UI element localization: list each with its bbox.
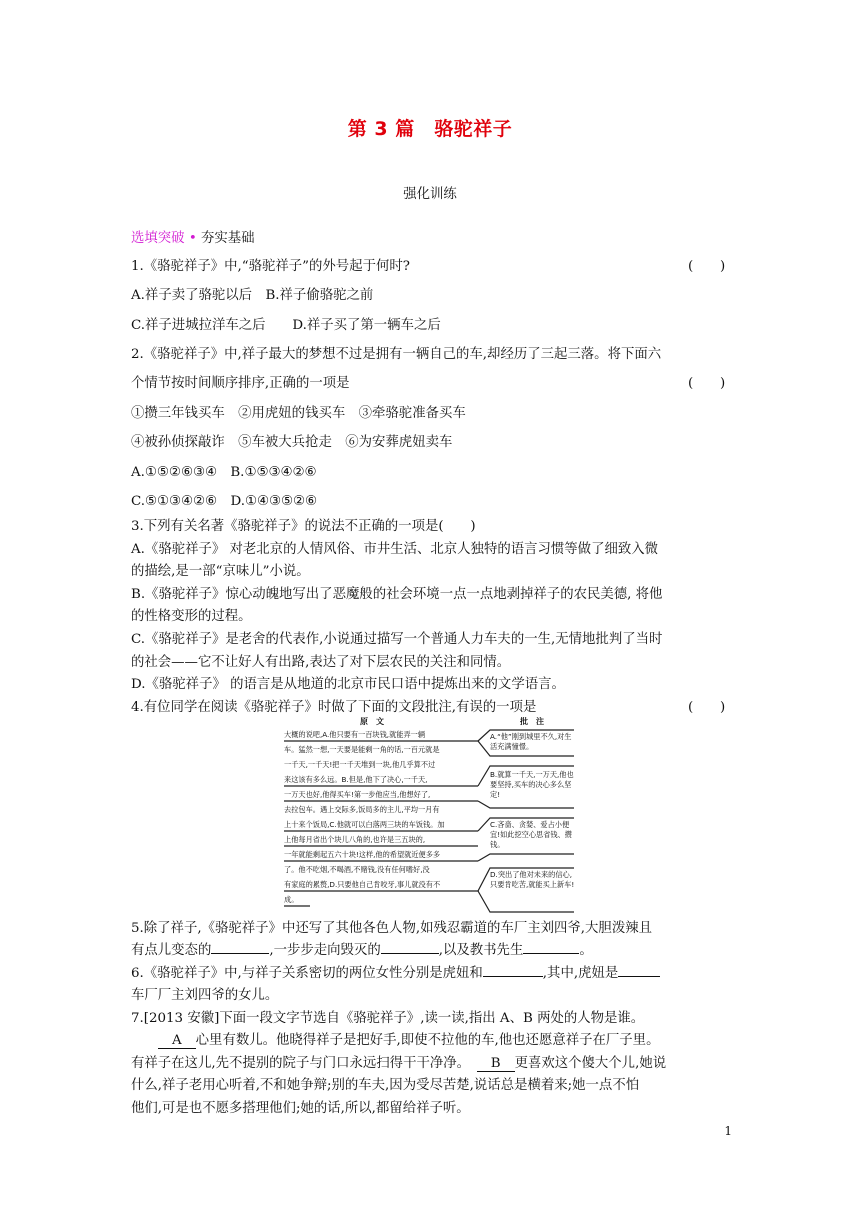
q3-stem: 3.下列有关名著《骆驼祥子》的说法不正确的一项是( ) bbox=[131, 519, 476, 534]
figure-text-line: 上十来个饭局,C.他就可以白落两三块的车饭钱。加 bbox=[284, 820, 445, 829]
q5-blank-3[interactable] bbox=[523, 941, 579, 954]
q2-options-cd: C.⑤①③④②⑥ D.①④③⑤②⑥ bbox=[131, 494, 317, 509]
q6-blank-1[interactable] bbox=[483, 964, 543, 977]
q6-blank-2[interactable] bbox=[618, 964, 660, 977]
q3-option-b-line2: 的性格变形的过程。 bbox=[131, 609, 252, 624]
section-highlight: 选填突破 bbox=[131, 231, 185, 246]
q2-options-ab: A.①⑤②⑥③④ B.①⑤③④②⑥ bbox=[131, 465, 317, 480]
page-number: 1 bbox=[724, 1124, 732, 1138]
q3-option-c-line2: 的社会——它不让好人有出路,表达了对下层农民的关注和同情。 bbox=[131, 655, 511, 670]
q7-stem: 7.[2013 安徽]下面一段文字节选自《骆驼祥子》,读一读,指出 A、B 两处的人物是谁。 bbox=[131, 1011, 645, 1026]
q3-option-d: D.《骆驼祥子》 的语言是从地道的北京市民口语中提炼出来的文学语言。 bbox=[131, 677, 565, 692]
figure-head-original: 原 文 bbox=[360, 717, 384, 726]
annotation-figure bbox=[284, 716, 582, 914]
figure-note-b: B.就算一千天,一万天,他也要坚持,买车的决心多么坚定! bbox=[490, 770, 574, 799]
figure-text-line: 车。猛然一想,一天要是能剩一角的话,一百元就是 bbox=[284, 745, 440, 754]
q7-line2-text-b: 更喜欢这个傻大个儿,她说 bbox=[514, 1056, 667, 1071]
q1-options-ab: A.祥子卖了骆驼以后 B.祥子偷骆驼之前 bbox=[131, 288, 374, 303]
figure-head-notes: 批 注 bbox=[520, 717, 544, 726]
q2-events-2: ④被孙侦探敲诈 ⑤车被大兵抢走 ⑥为安葬虎妞卖车 bbox=[131, 435, 453, 450]
q7-line4: 他们,可是也不愿多搭理他们;她的话,所以,都留给祥子听。 bbox=[131, 1101, 470, 1116]
q4-answer-bracket: ( ) bbox=[688, 700, 726, 715]
q3-option-b-line1: B.《骆驼祥子》惊心动魄地写出了恶魔般的社会环境一点一点地剥掉祥子的农民美德, 将他 bbox=[131, 587, 663, 602]
figure-note-a: A.“他”刚到城里不久,对生活充满憧憬。 bbox=[490, 732, 572, 751]
q2-answer-bracket: ( ) bbox=[688, 376, 726, 391]
q6-line2: 车厂厂主刘四爷的女儿。 bbox=[131, 988, 279, 1003]
q5-text-a: 有点儿变态的 bbox=[131, 943, 212, 958]
q5-text-b: ,一步步走向毁灭的 bbox=[269, 943, 381, 958]
q2-events-1: ①攒三年钱买车 ②用虎妞的钱买车 ③牵骆驼准备买车 bbox=[131, 406, 466, 421]
q7-line2-text-a: 有祥子在这儿,先不提别的院子与门口永远扫得干干净净。 bbox=[131, 1056, 464, 1071]
q4-stem: 4.有位同学在阅读《骆驼祥子》时做了下面的文段批注,有误的一项是 bbox=[131, 700, 537, 715]
figure-text-line: 来这该有多么远。B.但是,他下了决心,一千天, bbox=[284, 775, 428, 784]
figure-text-line: 一万天也好,他得买车!第一步他应当,他想好了, bbox=[284, 790, 431, 799]
q1-options-cd: C.祥子进城拉洋车之后 D.祥子买了第一辆车之后 bbox=[131, 318, 441, 333]
section-rest: 夯实基础 bbox=[201, 231, 255, 246]
q2-stem-line1: 2.《骆驼祥子》中,祥子最大的梦想不过是拥有一辆自己的车,却经历了三起三落。将下面六 bbox=[131, 347, 662, 362]
q3-option-a-line2: 的描绘,是一部“京味儿”小说。 bbox=[131, 564, 310, 579]
section-dot: • bbox=[188, 231, 197, 246]
figure-text-line: 大概的说吧,A.他只要有一百块钱,就能弄一辆 bbox=[284, 730, 426, 739]
figure-text-line: 去拉包车。遇上交际多,饭局多的主儿,平均一月有 bbox=[284, 805, 440, 814]
q6-text-a: 6.《骆驼祥子》中,与祥子关系密切的两位女性分别是虎妞和 bbox=[131, 966, 483, 981]
q7-blank-b[interactable]: B bbox=[477, 1056, 515, 1072]
q5-line2 bbox=[131, 941, 593, 960]
q5-text-c: ,以及教书先生 bbox=[438, 943, 524, 958]
q5-blank-1[interactable] bbox=[211, 941, 269, 954]
q6-line1 bbox=[131, 964, 660, 983]
figure-text-line: 有家庭的累赘,D.只要他自己肯咬牙,事儿就没有不 bbox=[284, 880, 441, 889]
figure-text-line: 一年就能剩起五六十块!这样,他的希望就近便多多 bbox=[284, 850, 441, 859]
figure-note-c: C.吝啬、贪婪、爱占小便宜!如此挖空心思省钱、攒钱。 bbox=[490, 820, 572, 849]
q7-line2 bbox=[131, 1054, 666, 1073]
figure-text-line: 上他每月省出个块儿八角的,也许是三五块的, bbox=[284, 835, 426, 844]
q6-text-b: ,其中,虎妞是 bbox=[542, 966, 619, 981]
q7-line3: 什么,祥子老用心听着,不和她争辩;别的车夫,因为受尽苦楚,说话总是横着来;她一点不怕 bbox=[131, 1078, 640, 1093]
q7-blank-a[interactable]: A bbox=[158, 1033, 196, 1049]
q3-option-a-line1: A.《骆驼祥子》 对老北京的人情风俗、市井生活、北京人独特的语言习惯等做了细致入微 bbox=[131, 542, 659, 557]
figure-text-line: 一千天,一千天!把一千天堆到一块,他几乎算不过 bbox=[284, 760, 436, 769]
section-heading bbox=[131, 229, 255, 248]
page-subtitle: 强化训练 bbox=[403, 187, 457, 202]
q7-line1 bbox=[158, 1031, 659, 1050]
figure-note-d: D.突出了他对未来的信心,只要肯吃苦,就能买上新车! bbox=[490, 870, 575, 889]
q5-blank-2[interactable] bbox=[381, 941, 439, 954]
q5-text-d: 。 bbox=[579, 943, 593, 958]
figure-text-line: 成。 bbox=[284, 895, 299, 904]
q1-answer-bracket: ( ) bbox=[688, 259, 726, 274]
q2-stem-line2: 个情节按时间顺序排序,正确的一项是 bbox=[131, 376, 350, 391]
q1-stem: 1.《骆驼祥子》中,“骆驼祥子”的外号起于何时? bbox=[131, 259, 410, 274]
page-title: 第 3 篇 骆驼祥子 bbox=[347, 118, 513, 140]
q5-line1: 5.除了祥子,《骆驼祥子》中还写了其他各色人物,如残忍霸道的车厂主刘四爷,大胆泼辣且 bbox=[131, 921, 652, 936]
figure-text-line: 了。他不吃烟,不喝酒,不赌钱,没有任何嗜好,没 bbox=[284, 865, 430, 874]
q3-option-c-line1: C.《骆驼祥子》是老舍的代表作,小说通过描写一个普通人力车夫的一生,无情地批判了当时 bbox=[131, 632, 663, 647]
q7-line1-text: 心里有数儿。他晓得祥子是把好手,即使不拉他的车,他也还愿意祥子在厂子里。 bbox=[195, 1033, 660, 1048]
